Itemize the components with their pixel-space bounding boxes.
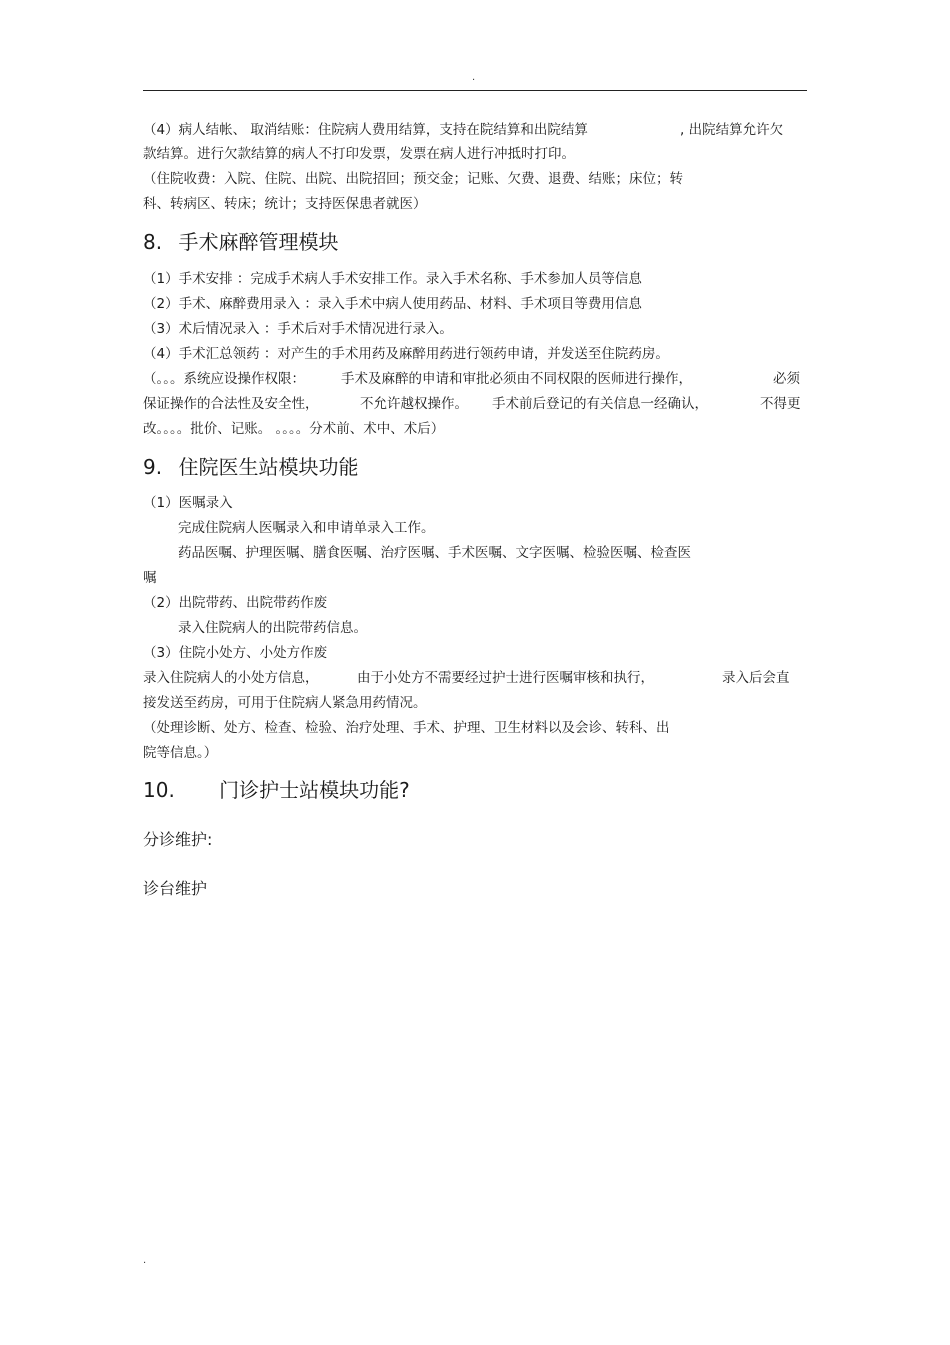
s9-line-8a: 录入住院病人的小处方信息， (143, 670, 319, 686)
header-mark: . (472, 72, 476, 83)
s9-line-8c: 录入后会直 (722, 670, 790, 686)
s9-line-5: （2）出院带药、出院带药作废 (143, 595, 328, 611)
s8-line-5b: 手术及麻醉的申请和审批必须由不同权限的医师进行操作， (341, 371, 692, 387)
s9-line-8b: 由于小处方不需要经过护士进行医嘱审核和执行， (357, 670, 654, 686)
s8-line-5c: 必须 (773, 371, 800, 387)
section-9-number: 9. (143, 455, 163, 479)
s8-line-7: 改。。。。批价、记账。 。。。。分术前、术中、术后） (143, 421, 445, 437)
footer-mark: . (143, 1255, 147, 1266)
s10-item-desk: 诊台维护 (143, 879, 208, 898)
s8-line-5a: （。。。系统应设操作权限： (143, 371, 305, 387)
s7-line-1a: （4）病人结帐、 取消结账：住院病人费用结算，支持在院结算和出院结算 (143, 122, 588, 138)
s10-item-triage: 分诊维护: (143, 830, 213, 849)
section-10-title: 门诊护士站模块功能? (219, 778, 410, 802)
s8-line-6a: 保证操作的合法性及安全性， (143, 396, 319, 412)
section-10-heading (143, 777, 410, 803)
section-9-heading (143, 454, 358, 480)
s7-line-1b: , 出院结算允许欠 (680, 122, 784, 138)
s8-line-2: （2）手术、麻醉费用录入 ：录入手术中病人使用药品、材料、手术项目等费用信息 (143, 296, 642, 312)
s8-line-6c: 手术前后登记的有关信息一经确认， (492, 396, 708, 412)
s7-line-2: 款结算。进行欠款结算的病人不打印发票，发票在病人进行冲抵时打印。 (143, 146, 575, 162)
s7-line-4: 科、转病区、转床；统计；支持医保患者就医） (143, 196, 427, 212)
section-9-title: 住院医生站模块功能 (178, 455, 359, 479)
s8-line-4: （4）手术汇总领药 ：对产生的手术用药及麻醉用药进行领药申请，并发送至住院药房。 (143, 346, 669, 362)
s7-line-3: （住院收费：入院、住院、出院、出院招回；预交金；记账、欠费、退费、结账；床位；转 (143, 171, 683, 187)
s9-line-9: 接发送至药房，可用于住院病人紧急用药情况。 (143, 695, 427, 711)
s9-line-11: 院等信息。） (143, 745, 218, 761)
s9-line-7: （3）住院小处方、小处方作废 (143, 645, 328, 661)
s9-line-1: （1）医嘱录入 (143, 495, 233, 511)
s8-line-6b: 不允许越权操作。 (360, 396, 468, 412)
s9-line-6: 录入住院病人的出院带药信息。 (178, 620, 367, 636)
section-8-number: 8. (143, 230, 163, 254)
s9-line-2: 完成住院病人医嘱录入和申请单录入工作。 (178, 520, 435, 536)
s9-line-10: （处理诊断、处方、检查、检验、治疗处理、手术、护理、卫生材料以及会诊、转科、出 (143, 720, 670, 736)
s8-line-1: （1）手术安排 ：完成手术病人手术安排工作。录入手术名称、手术参加人员等信息 (143, 271, 642, 287)
s8-line-6d: 不得更 (760, 396, 801, 412)
section-8-title: 手术麻醉管理模块 (178, 230, 339, 254)
section-8-heading (143, 229, 338, 255)
s9-line-3: 药品医嘱、护理医嘱、膳食医嘱、治疗医嘱、手术医嘱、文字医嘱、检验医嘱、检查医 (178, 545, 691, 561)
section-10-number: 10. (143, 778, 175, 802)
s9-line-4: 嘱 (143, 570, 157, 586)
s8-line-3: （3）术后情况录入 ：手术后对手术情况进行录入。 (143, 321, 453, 337)
header-rule (143, 90, 807, 91)
